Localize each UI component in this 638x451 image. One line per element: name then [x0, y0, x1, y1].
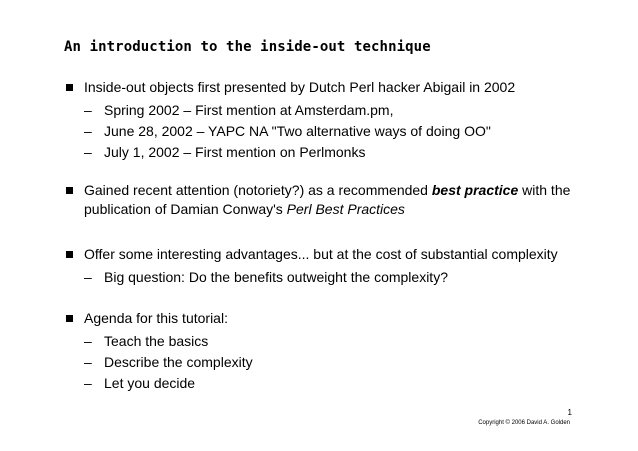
bullet-text: Agenda for this tutorial:	[84, 310, 228, 326]
bullet-item	[64, 245, 584, 264]
sub-bullet-text: Big question: Do the benefits outweight the complexity?	[104, 269, 448, 285]
dash-icon: –	[84, 102, 92, 118]
square-bullet-icon	[66, 315, 73, 322]
sub-bullet-text: Teach the basics	[104, 333, 209, 349]
square-bullet-icon	[66, 251, 73, 258]
bullet-item	[64, 181, 584, 200]
dash-icon: –	[84, 144, 92, 160]
bullet-item	[64, 309, 584, 328]
sub-bullet-item	[64, 352, 584, 373]
bullet-continuation	[64, 200, 584, 219]
dash-icon: –	[84, 375, 92, 391]
sub-bullet-item	[64, 100, 584, 121]
bullet-group-2	[64, 181, 584, 219]
square-bullet-icon	[66, 84, 73, 91]
bullet-text: Inside-out objects first presented by Dutch Perl hacker Abigail in 2002	[84, 79, 516, 95]
dash-icon: –	[84, 333, 92, 349]
dash-icon: –	[84, 354, 92, 370]
sub-bullet-text: July 1, 2002 – First mention on Perlmonks	[104, 144, 366, 160]
dash-icon: –	[84, 269, 92, 285]
slide-title: An introduction to the inside-out technique	[64, 39, 431, 55]
bullet-text-part: Gained recent attention (notoriety?) as a recommended	[84, 182, 432, 198]
copyright-notice: Copyright © 2006 David A. Golden	[478, 420, 570, 426]
bullet-emphasis: best practice	[431, 182, 519, 198]
sub-bullet-text: June 28, 2002 – YAPC NA "Two alternative ways of doing OO"	[104, 123, 491, 139]
bullet-item	[64, 78, 584, 97]
sub-bullet-item	[64, 121, 584, 142]
sub-bullet-item	[64, 267, 584, 288]
bullet-text-part: with the	[518, 182, 571, 198]
sub-bullet-text: Let you decide	[104, 375, 196, 391]
bullet-group-3	[64, 245, 584, 288]
bullet-text: Offer some interesting advantages... but at the cost of substantial complexity	[84, 246, 558, 262]
book-title: Perl Best Practices	[286, 201, 405, 217]
sub-bullet-item	[64, 142, 584, 163]
bullet-group-4	[64, 309, 584, 394]
bullet-text-part: publication of Damian Conway's	[84, 201, 287, 217]
bullet-group-1	[64, 78, 584, 163]
sub-bullet-text: Spring 2002 – First mention at Amsterdam.pm,	[104, 102, 394, 118]
sub-bullet-item	[64, 373, 584, 394]
page-number: 1	[567, 408, 572, 417]
sub-bullet-item	[64, 331, 584, 352]
square-bullet-icon	[66, 187, 73, 194]
dash-icon: –	[84, 123, 92, 139]
sub-bullet-text: Describe the complexity	[104, 354, 253, 370]
